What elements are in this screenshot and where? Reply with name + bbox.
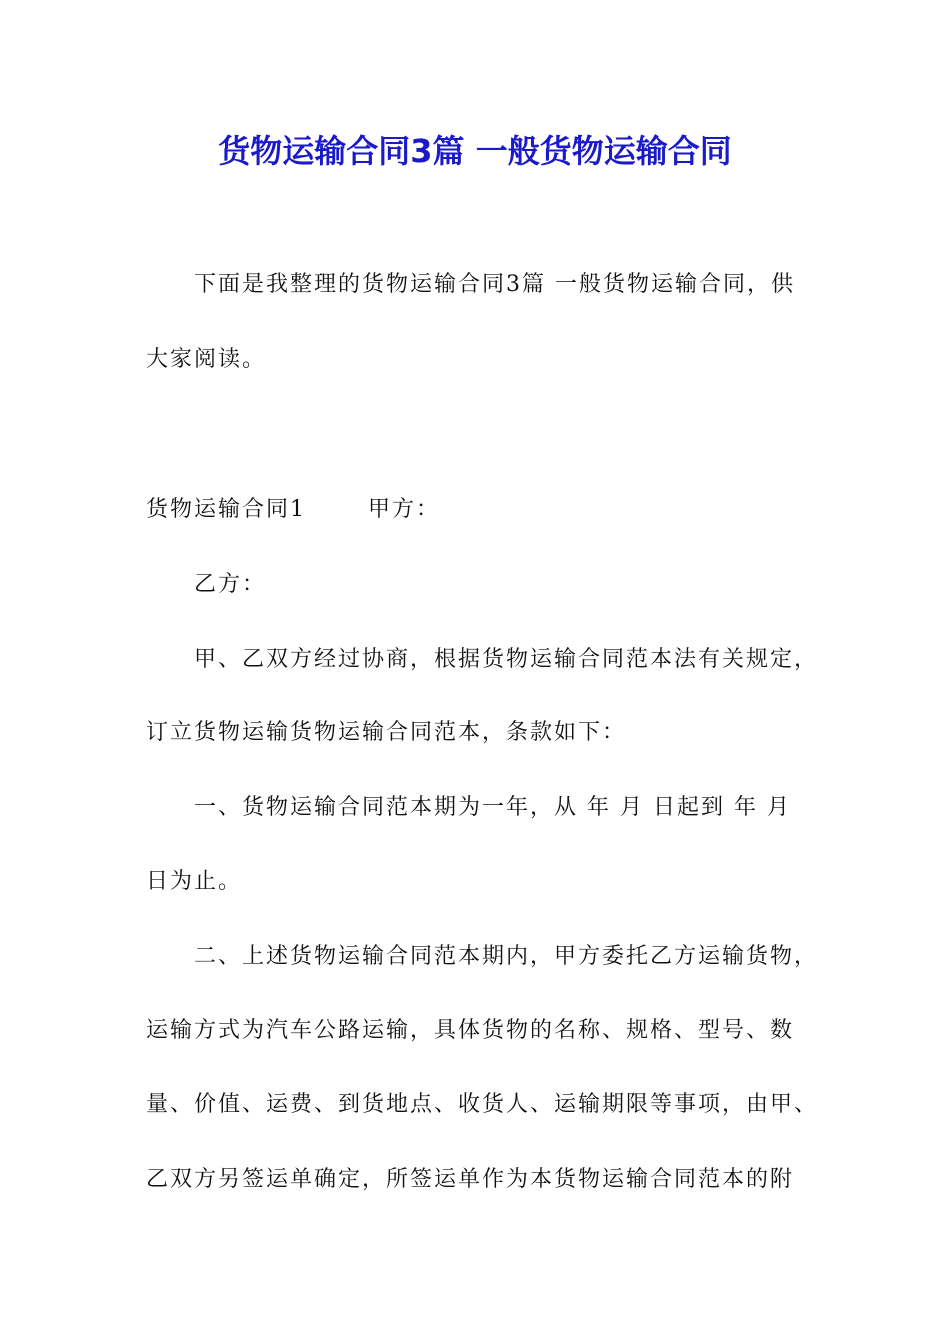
contract-heading: 货物运输合同1 (146, 497, 306, 522)
para3-line-2: 运输方式为汽车公路运输，具体货物的名称、规格、型号、数 (146, 1018, 795, 1043)
para3-line-1: 二、上述货物运输合同范本期内，甲方委托乙方运输货物， (194, 944, 819, 969)
para2-line-1: 一、货物运输合同范本期为一年，从 年 月 日起到 年 月 (194, 795, 791, 820)
para3-line-4: 乙双方另签运单确定，所签运单作为本货物运输合同范本的附 (146, 1167, 795, 1192)
para1-line-1: 甲、乙双方经过协商，根据货物运输合同范本法有关规定， (194, 647, 819, 672)
para2-line-2: 日为止。 (146, 869, 243, 894)
para1-line-2: 订立货物运输货物运输合同范本，条款如下： (146, 720, 627, 745)
contract-heading-row (146, 495, 440, 525)
document-title: 货物运输合同3篇 一般货物运输合同 (218, 132, 732, 170)
party-a-label: 甲方： (368, 497, 441, 522)
party-b-label: 乙方： (194, 572, 267, 597)
intro-line-1: 下面是我整理的货物运输合同3篇 一般货物运输合同，供 (194, 272, 795, 297)
para3-line-3: 量、价值、运费、到货地点、收货人、运输期限等事项，由甲、 (146, 1092, 819, 1117)
intro-line-2: 大家阅读。 (146, 347, 267, 372)
